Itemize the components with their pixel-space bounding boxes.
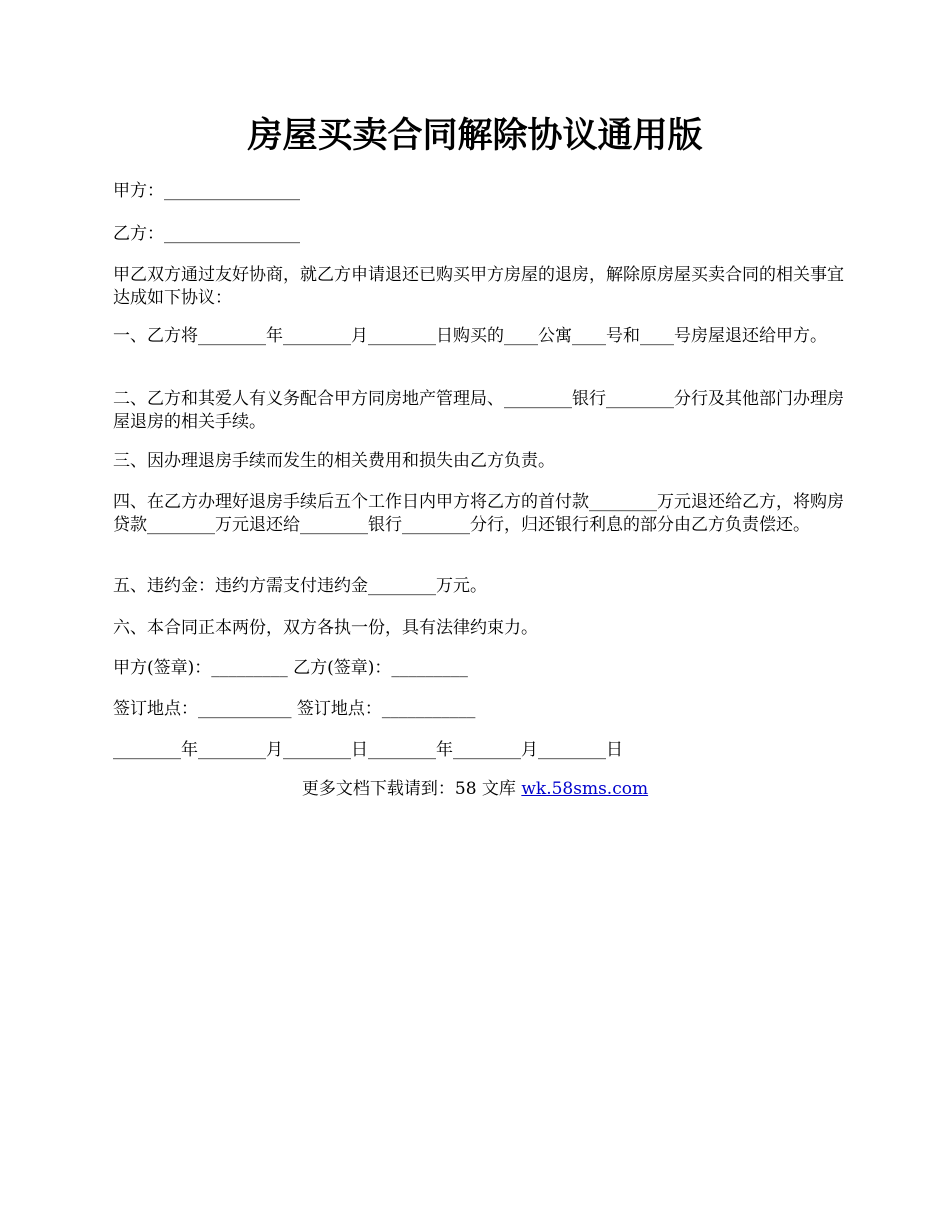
party-b-line: 乙方：________________ xyxy=(113,224,300,244)
clause-4: 四、在乙方办理好退房手续后五个工作日内甲方将乙方的首付款________万元退还给乙方，将购房贷款________万元退还给________银行________分行，归还银行利息的部分由乙方负责偿还。 xyxy=(113,492,844,535)
clause-1: 一、乙方将________年________月________日购买的____公寓____号和____号房屋退还给甲方。 xyxy=(113,326,827,346)
footer-link[interactable]: wk.58sms.com xyxy=(521,779,649,799)
clause-3: 三、因办理退房手续而发生的相关费用和损失由乙方负责。 xyxy=(113,451,555,471)
party-a-line: 甲方：________________ xyxy=(113,181,300,201)
signature-line: 甲方(签章)：_________ 乙方(签章)：_________ xyxy=(113,658,468,678)
signing-place-line: 签订地点：___________ 签订地点：___________ xyxy=(113,699,476,719)
date-line: ________年________月________日________年________月________日 xyxy=(113,740,623,760)
document-title: 房屋买卖合同解除协议通用版 xyxy=(247,115,703,156)
clause-6: 六、本合同正本两份，双方各执一份，具有法律约束力。 xyxy=(113,618,538,638)
footer xyxy=(0,778,950,801)
footer-text: 更多文档下载请到：58 文库 xyxy=(301,779,522,799)
clause-2: 二、乙方和其爱人有义务配合甲方同房地产管理局、________银行________分行及其他部门办理房屋退房的相关手续。 xyxy=(113,389,844,432)
intro-paragraph: 甲乙双方通过友好协商，就乙方申请退还已购买甲方房屋的退房，解除原房屋买卖合同的相关事宜达成如下协议： xyxy=(113,265,844,308)
clause-5: 五、违约金：违约方需支付违约金________万元。 xyxy=(113,576,487,596)
